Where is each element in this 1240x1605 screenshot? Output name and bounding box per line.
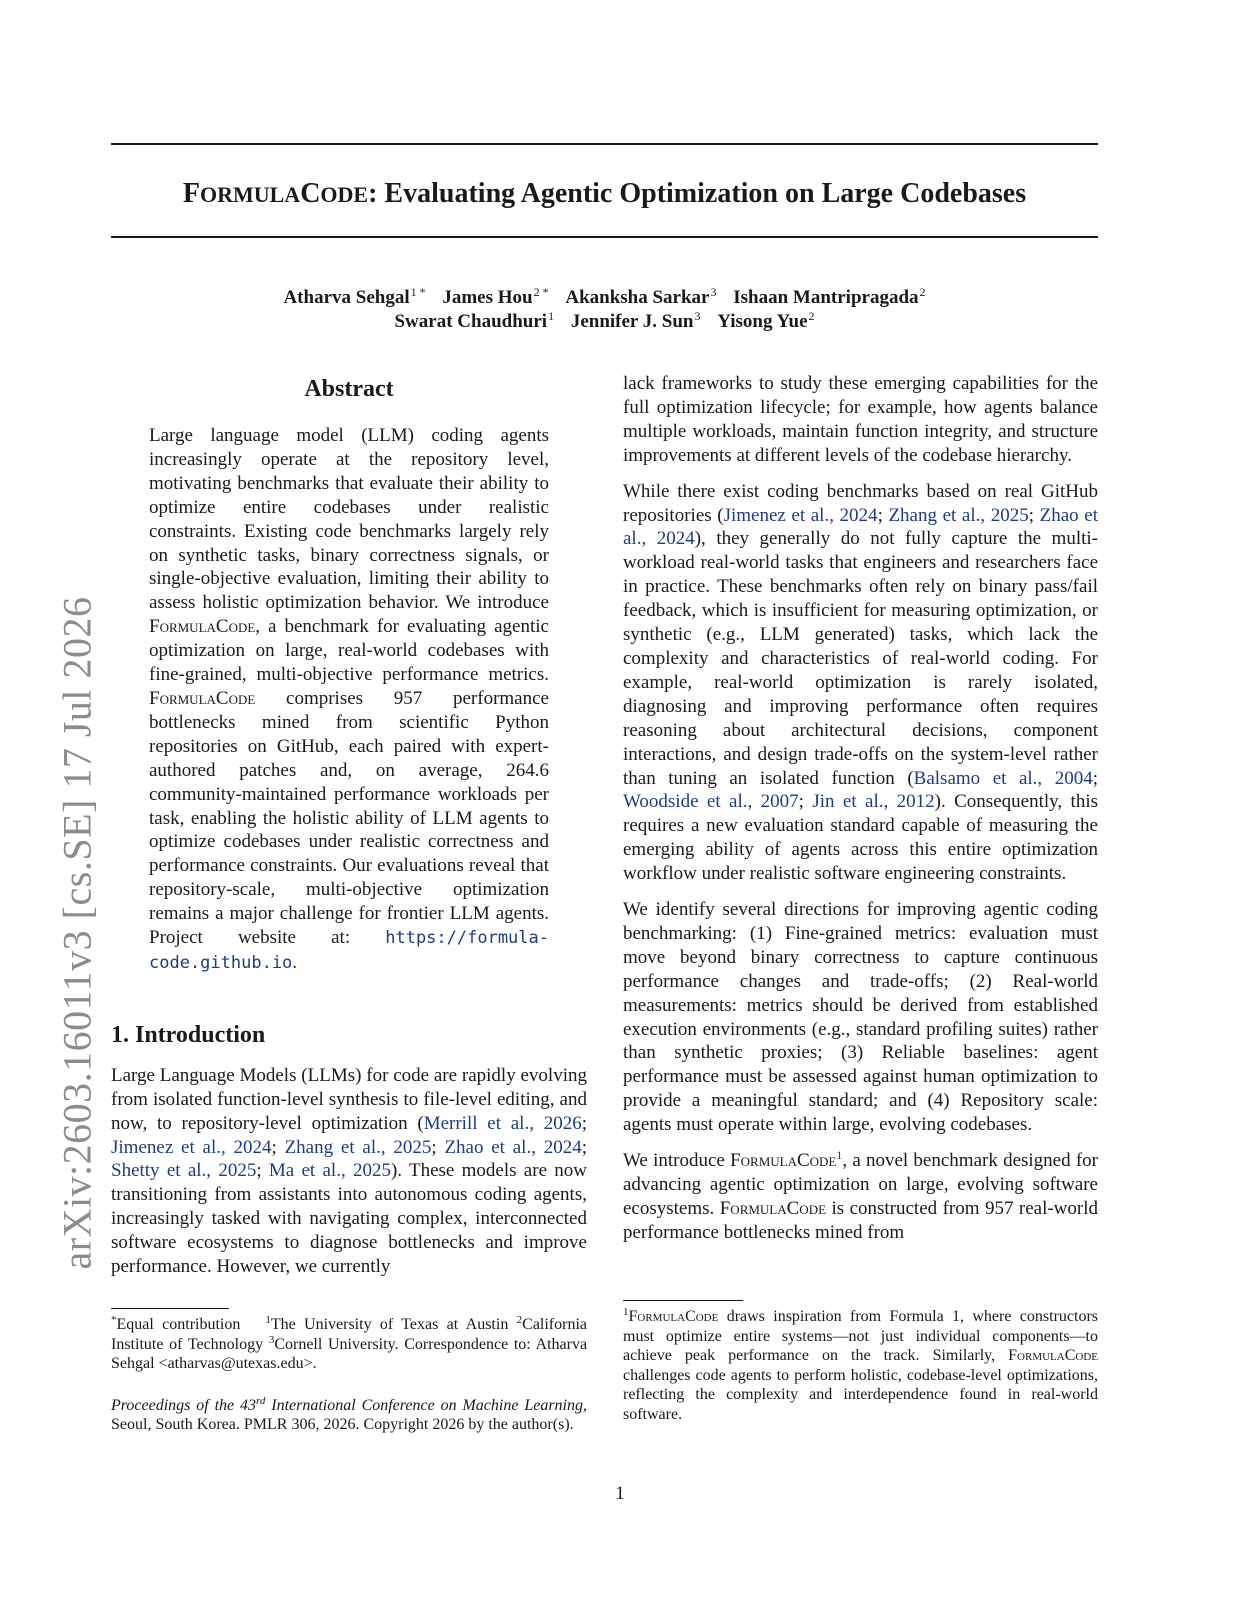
top-rule (111, 143, 1098, 145)
body-paragraph: We identify several directions for improving agentic coding benchmarking: (1) Fine-grained metrics: evaluation must move beyond binary correctness to capture continuous performance changes and trade-offs; (2) Real-world measurements: metrics should be derived from established execution environments (e.g., standard profiling suites) rather than synthetic proxies; (3) Reliable baselines: agent performance must be assessed against human optimization to provide a meaningful standard; and (4) Repository scale: agents must operate within large, evolving codebases. (623, 899, 1098, 1136)
footnote-marker[interactable]: 1 (836, 1148, 843, 1163)
author-line-2 (111, 310, 1098, 334)
proceedings-note: Proceedings of the 43rd International Conference on Machine Learning, Seoul, South Korea. PMLR 306, 2026. Copyright 2026 by the author(s). (111, 1394, 587, 1433)
citation-link[interactable]: Zhang et al., 2025 (284, 1136, 432, 1158)
right-column (623, 372, 1098, 1257)
title-bottom-rule (111, 236, 1098, 238)
section-heading-introduction: 1. Introduction (111, 1021, 266, 1048)
author-list (111, 286, 1098, 334)
arxiv-watermark: arXiv:2603.16011v3 [cs.SE] 17 Jul 2026 (54, 596, 100, 1270)
body-paragraph: We introduce FormulaCode$^1$, a novel benchmark designed for advancing agentic optimization on large, evolving software ecosystems. FormulaCode is constructed from 957 real-world performance bottlenecks mined from (623, 1148, 1099, 1243)
body-paragraph: lack frameworks to study these emerging capabilities for the full optimization lifecycle; for example, how agents balance multiple workloads, maintain function integrity, and structure improvements at different levels of the codebase hierarchy. (623, 373, 1098, 466)
citation-link[interactable]: Shetty et al., 2025 (111, 1160, 257, 1182)
project-website-link[interactable]: https://formula-code.github.io (149, 928, 549, 973)
abstract-body: Large language model (LLM) coding agents increasingly operate at the repository level, motivating benchmarks that evaluate their ability to optimize entire codebases under realistic constraints. Existing code benchmarks largely rely on synthetic tasks, binary correctness signals, or single-objective evaluation, limiting their ability to assess holistic optimization behavior. We introduce FormulaCode, a benchmark for evaluating agentic optimization on large, real-world codebases with fine-grained, multi-objective performance metrics. FormulaCode comprises 957 performance bottlenecks mined from scientific Python repositories on GitHub, each paired with expert-authored patches and, on average, 264.6 community-maintained performance workloads per task, enabling the holistic ability of LLM agents to optimize codebases under realistic correctness and performance constraints. Our evaluations reveal that repository-scale, multi-objective optimization remains a major challenge for frontier LLM agents. Project website at: https://formula-code.github.io. (149, 425, 549, 973)
citation-link[interactable]: Ma et al., 2025 (268, 1160, 391, 1182)
body-paragraph: While there exist coding benchmarks based on real GitHub repositories (Jimenez et al., 2024; Zhang et al., 2025; Zhao et al., 2024), they generally do not fully capture the multi-workload real-world tasks that engineers and researchers face in practice. These benchmarks often rely on binary pass/fail feedback, which is insufficient for measuring optimization, or synthetic (e.g., LLM generated) tasks, which lack the complexity and characteristics of real-world coding. For example, real-world optimization is rarely isolated, diagnosing and improving performance often requires reasoning about architectural decisions, component interactions, and design trade-offs on the system-level rather than tuning an isolated function (Balsamo et al., 2004; Woodside et al., 2007; Jin et al., 2012). Consequently, this requires a new evaluation standard capable of measuring the emerging ability of agents across this entire optimization workflow under realistic software engineering constraints. (623, 480, 1099, 885)
author: Jennifer J. Sun$^3$ (570, 309, 701, 332)
affiliation-footnote: *Equal contribution $^1$The University of Texas at Austin $^2$California Institute of Technology $^3$Cornell University. Correspondence to: Atharva Sehgal <atharvas@utexas.edu>. (111, 1314, 588, 1372)
left-column (111, 372, 587, 1291)
benchmark-name: FormulaCode (149, 687, 256, 709)
citation-link[interactable]: Zhao et al., 2024 (444, 1136, 582, 1158)
benchmark-name: FormulaCode (149, 616, 256, 638)
left-footnotes (111, 1298, 587, 1435)
abstract-heading: Abstract (304, 376, 394, 402)
author: Akanksha Sarkar$^3$ (565, 285, 717, 308)
citation-link[interactable]: Woodside et al., 2007 (623, 791, 799, 813)
citation-link[interactable]: Jin et al., 2012 (812, 791, 935, 813)
author: Swarat Chaudhuri$^1$ (394, 309, 555, 332)
author: Ishaan Mantripragada$^2$ (733, 285, 926, 308)
benchmark-name: FormulaCode (719, 1197, 827, 1219)
citation-link[interactable]: Jimenez et al., 2024 (111, 1136, 272, 1158)
author-line-1 (111, 286, 1098, 310)
citation-link[interactable]: Jimenez et al., 2024 (723, 504, 878, 526)
footnote-rule (623, 1300, 743, 1301)
footnote-rule (111, 1308, 229, 1309)
right-footnotes (623, 1290, 1098, 1424)
author: Atharva Sehgal$^{1 *}$ (283, 285, 426, 308)
benchmark-name: FormulaCode (730, 1150, 837, 1172)
intro-paragraph: Large Language Models (LLMs) for code are rapidly evolving from isolated function-level synthesis to file-level editing, and now, to repository-level optimization (Merrill et al., 2026; Jimenez et al., 2024; Zhang et al., 2025; Zhao et al., 2024; Shetty et al., 2025; Ma et al., 2025). These models are now transitioning from assistants into autonomous coding agents, increasingly tasked with navigating complex, interconnected software ecosystems to diagnose bottlenecks and improve performance. However, we currently (111, 1064, 588, 1278)
citation-link[interactable]: Balsamo et al., 2004 (913, 767, 1093, 789)
citation-link[interactable]: Merrill et al., 2026 (423, 1112, 582, 1134)
page-number: 1 (615, 1483, 625, 1504)
citation-link[interactable]: Zhao et al., 2024 (623, 504, 1098, 550)
author: Yisong Yue$^2$ (717, 309, 815, 332)
paper-title: FORMULACODE: Evaluating Agentic Optimization on Large Codebases (182, 178, 1027, 209)
footnote-1: $^1$FormulaCode draws inspiration from Formula 1, where constructors must optimize entire systems—not just individual components—to achieve peak performance on the track. Similarly, FormulaCode challenges code agents to perform holistic, codebase-level optimizations, reflecting the complexity and interdependence found in real-world software. (623, 1306, 1098, 1423)
citation-link[interactable]: Zhang et al., 2025 (888, 504, 1029, 526)
author: James Hou$^{2 *}$ (442, 285, 549, 308)
